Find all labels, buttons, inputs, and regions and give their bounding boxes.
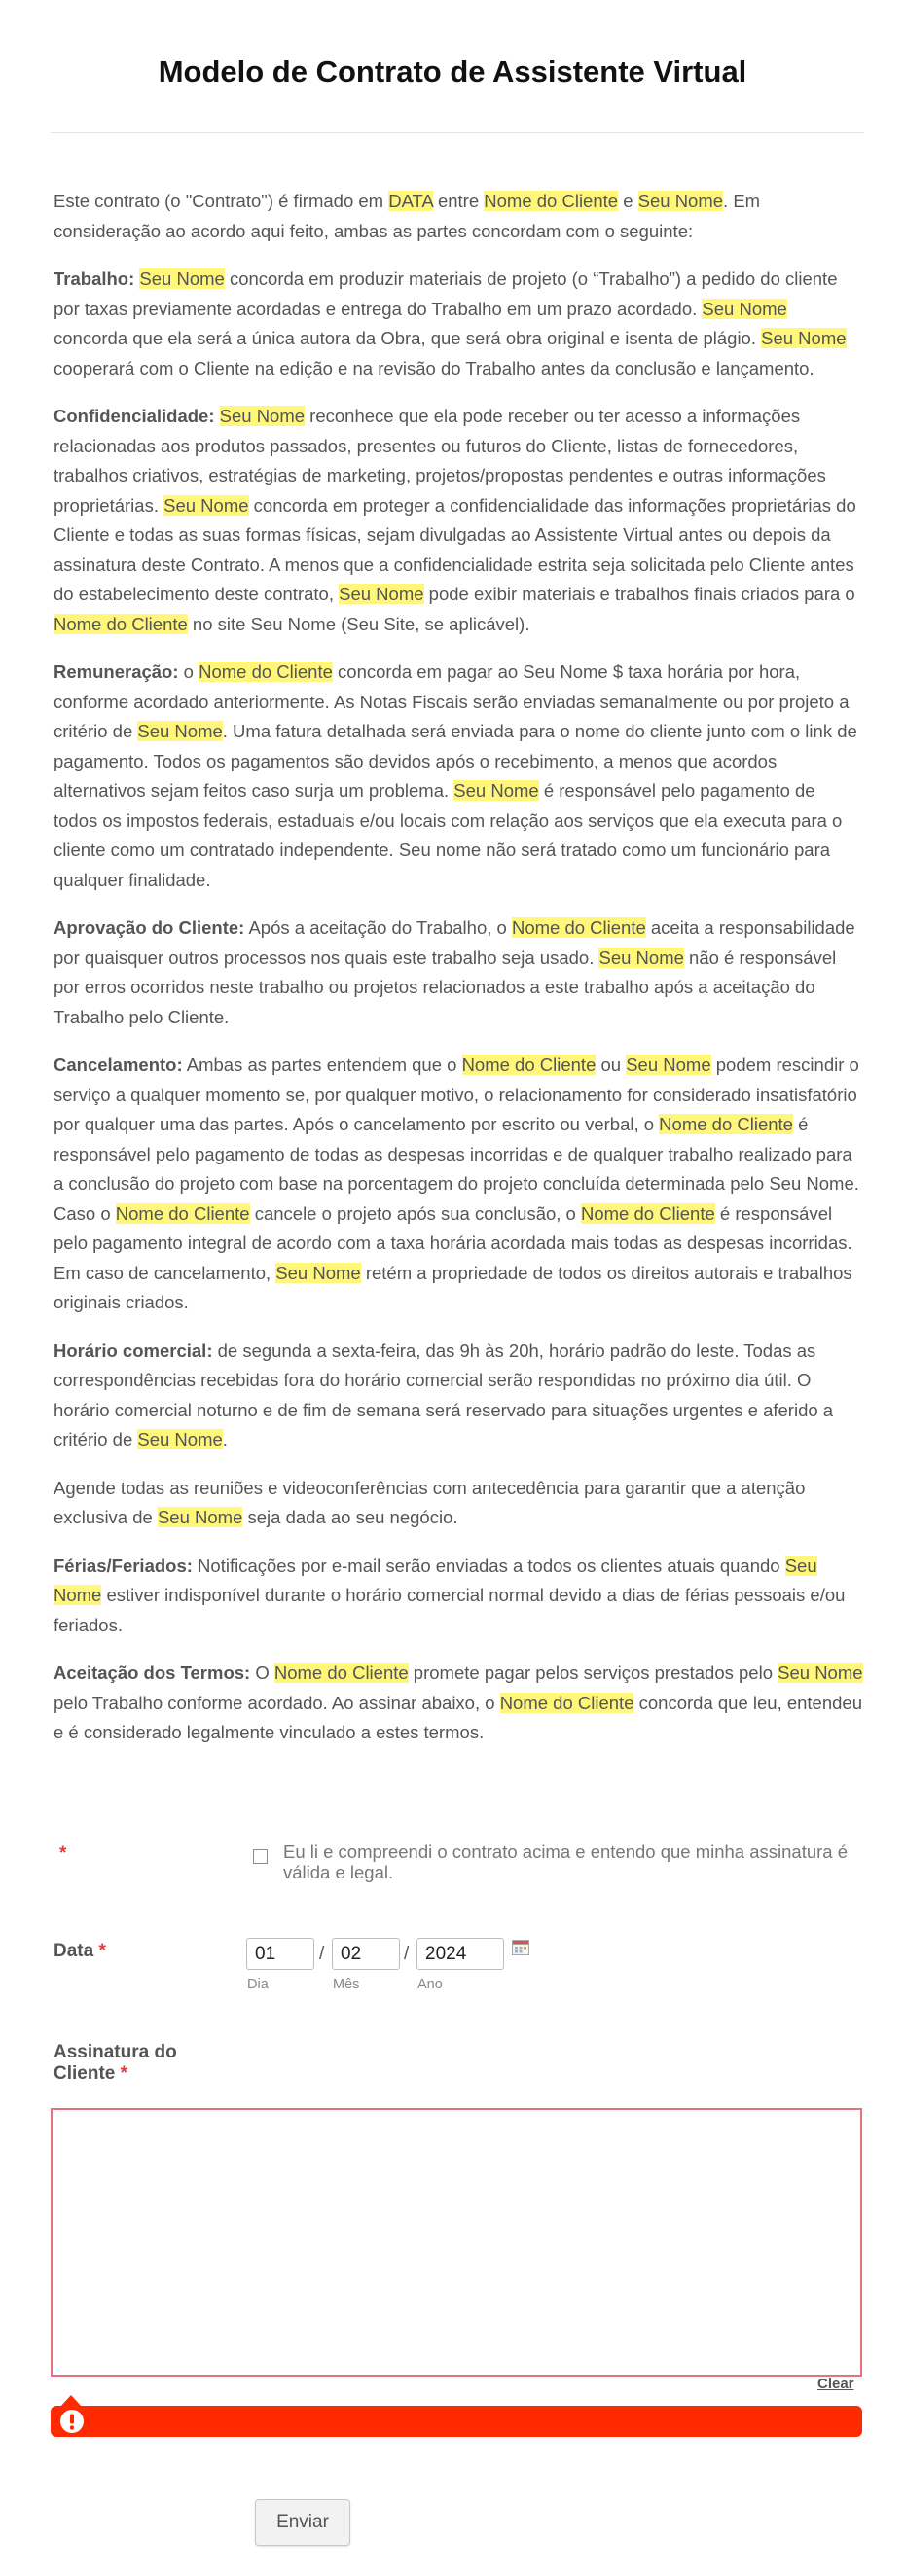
placeholder-highlight: Seu Nome bbox=[137, 721, 223, 741]
clause-label: Aceitação dos Termos: bbox=[54, 1663, 251, 1683]
clause-label: Trabalho: bbox=[54, 268, 135, 289]
date-field-label: Data * bbox=[54, 1941, 106, 1961]
placeholder-highlight: Nome do Cliente bbox=[580, 1202, 715, 1224]
placeholder-highlight: Nome do Cliente bbox=[199, 662, 333, 682]
placeholder-highlight: Seu Nome bbox=[598, 947, 684, 968]
placeholder-highlight: Seu Nome bbox=[453, 780, 539, 801]
signature-pad[interactable] bbox=[51, 2108, 862, 2377]
placeholder-highlight: Seu Nome bbox=[139, 268, 225, 289]
page-title: Modelo de Contrato de Assistente Virtual bbox=[158, 54, 747, 89]
clause-ferias: Férias/Feriados: Notificações por e-mail serão enviadas a todos os clientes atuais quando Seu Nome estiver indisponível durante o horário comercial normal devido a dias de férias pessoais e/ou feriados. bbox=[54, 1555, 846, 1635]
date-year-sublabel: Ano bbox=[417, 1977, 443, 1992]
submit-button[interactable]: Enviar bbox=[255, 2499, 350, 2546]
date-month-sublabel: Mês bbox=[333, 1977, 360, 1992]
agreement-checkbox[interactable] bbox=[253, 1849, 268, 1864]
clause-label: Cancelamento: bbox=[54, 1055, 183, 1075]
required-mark: * bbox=[120, 2063, 128, 2084]
exclamation-icon bbox=[58, 2408, 86, 2435]
clause-label: Aprovação do Cliente: bbox=[54, 917, 245, 938]
placeholder-highlight: Seu Nome bbox=[163, 494, 249, 516]
placeholder-highlight: Seu Nome bbox=[157, 1507, 243, 1527]
clause-remuneracao: Remuneração: o Nome do Cliente concorda em pagar ao Seu Nome $ taxa horária por hora, conforme acordado anteriormente. As Notas Fiscais serão enviadas semanalmente ou por projeto a critério de Seu Nome. Uma fatura detalhada será enviada para o nome do cliente junto com o link de pagamento. Todos os pagamentos são devidos após o recebimento, a menos que acordos alternativos sejam feitos caso surja um problema. Seu Nome é responsável pelo pagamento de todos os impostos federais, estaduais e/ou locais com relação aos serviços que ela executa para o cliente como um contratado independente. Seu nome não será tratado como um funcionário para qualquer finalidade. bbox=[54, 662, 857, 890]
placeholder-highlight: Seu Nome bbox=[339, 584, 424, 604]
placeholder-highlight: Seu Nome bbox=[54, 1555, 817, 1605]
error-message-bar bbox=[51, 2406, 862, 2437]
clause-confidencialidade: Confidencialidade: Seu Nome reconhece que ela pode receber ou ter acesso a informações relacionadas aos produtos passados, presentes ou futuros do Cliente, listas de fornecedores, trabalhos criativos, estratégias de marketing, projetos/propostas pendentes e outras informações proprietárias. Seu Nome concorda em proteger a confidencialidade das informações proprietárias do Cliente e todas as suas formas físicas, sejam divulgadas ao Assistente Virtual antes ou depois da assinatura deste Contrato. A menos que a confidencialidade estrita seja solicitada pelo Cliente antes do estabelecimento deste contrato, Seu Nome pode exibir materiais e trabalhos finais criados para o Nome do Cliente no site Seu Nome (Seu Site, se aplicável). bbox=[54, 406, 856, 634]
date-day-input[interactable]: 01 bbox=[246, 1938, 314, 1970]
clause-trabalho: Trabalho: Seu Nome concorda em produzir materiais de projeto (o “Trabalho”) a pedido do cliente por taxas previamente acordadas e entrega do Trabalho em um prazo acordado. Seu Nome concorda que ela será a única autora da Obra, que será obra original e isenta de plágio. Seu Nome cooperará com o Cliente na edição e na revisão do Trabalho antes da conclusão e lançamento. bbox=[54, 268, 847, 378]
placeholder-highlight: Nome do Cliente bbox=[511, 917, 646, 938]
placeholder-highlight: Nome do Cliente bbox=[273, 1663, 409, 1683]
required-mark: * bbox=[98, 1941, 106, 1961]
clause-cancelamento: Cancelamento: Ambas as partes entendem que o Nome do Cliente ou Seu Nome podem rescindir o serviço a qualquer momento se, por qualquer motivo, o relacionamento for considerado insatisfatório por qualquer uma das partes. Após o cancelamento por escrito ou verbal, o Nome do Cliente é responsável pelo pagamento de todas as despesas incorridas e de qualquer trabalho realizado para a conclusão do projeto com base na porcentagem do projeto concluída determinada pelo Seu Nome. Caso o Nome do Cliente cancele o projeto após sua conclusão, o Nome do Cliente é responsável pelo pagamento integral de acordo com a taxa horária acordada mais todas as despesas incorridas. Em caso de cancelamento, Seu Nome retém a propriedade de todos os direitos autorais e trabalhos originais criados. bbox=[54, 1055, 859, 1312]
date-day-sublabel: Dia bbox=[247, 1977, 269, 1992]
placeholder-highlight: Seu Nome bbox=[626, 1055, 711, 1075]
clause-label: Remuneração: bbox=[54, 662, 179, 682]
placeholder-highlight: Nome do Cliente bbox=[659, 1114, 793, 1134]
placeholder-highlight: Nome do Cliente bbox=[461, 1055, 597, 1075]
placeholder-highlight: DATA bbox=[388, 191, 433, 211]
signature-label: Assinatura do Cliente * bbox=[54, 2042, 177, 2084]
placeholder-highlight: Seu Nome bbox=[219, 406, 306, 426]
placeholder-highlight: Seu Nome bbox=[702, 298, 787, 319]
date-year-input[interactable]: 2024 bbox=[416, 1938, 504, 1970]
clause-aceitacao: Aceitação dos Termos: O Nome do Cliente promete pagar pelos serviços prestados pelo Seu Nome pelo Trabalho conforme acordado. Ao assinar abaixo, o Nome do Cliente concorda que leu, entendeu e é considerado legalmente vinculado a estes termos. bbox=[54, 1663, 863, 1742]
placeholder-highlight: Seu Nome bbox=[778, 1663, 863, 1683]
placeholder-highlight: Nome do Cliente bbox=[499, 1692, 634, 1713]
placeholder-highlight: Nome do Cliente bbox=[54, 613, 188, 634]
placeholder-highlight: Seu Nome bbox=[761, 328, 847, 348]
placeholder-highlight: Seu Nome bbox=[637, 191, 724, 211]
clause-horario: Horário comercial: de segunda a sexta-feira, das 9h às 20h, horário padrão do leste. Todas as correspondências recebidas fora do horário comercial serão respondidas no próximo dia útil. O horário comercial noturno e de fim de semana será reservado para situações urgentes e aferido a critério de Seu Nome. bbox=[54, 1340, 834, 1449]
clause-label: Horário comercial: bbox=[54, 1340, 213, 1361]
date-month-input[interactable]: 02 bbox=[332, 1938, 400, 1970]
placeholder-highlight: Seu Nome bbox=[275, 1262, 361, 1283]
placeholder-highlight: Nome do Cliente bbox=[115, 1202, 250, 1224]
contract-text bbox=[54, 187, 863, 1767]
date-separator: / bbox=[319, 1944, 325, 1964]
agreement-checkbox-label[interactable]: Eu li e compreendi o contrato acima e entendo que minha assinatura é válida e legal. bbox=[283, 1842, 849, 1882]
placeholder-highlight: Seu Nome bbox=[137, 1429, 223, 1449]
date-separator: / bbox=[404, 1944, 410, 1964]
clause-label: Férias/Feriados: bbox=[54, 1555, 193, 1576]
calendar-icon[interactable] bbox=[512, 1939, 529, 1955]
clause-label: Confidencialidade: bbox=[54, 406, 215, 426]
clear-signature-link[interactable]: Clear bbox=[817, 2376, 854, 2392]
title-divider bbox=[51, 132, 864, 133]
agreement-required-mark: * bbox=[59, 1843, 67, 1864]
clause-agende: Agende todas as reuniões e videoconferências com antecedência para garantir que a atenção exclusiva de Seu Nome seja dada ao seu negócio. bbox=[54, 1477, 806, 1527]
contract-intro: Este contrato (o "Contrato") é firmado em DATA entre Nome do Cliente e Seu Nome. Em consideração ao acordo aqui feito, ambas as partes concordam com o seguinte: bbox=[54, 191, 761, 241]
placeholder-highlight: Nome do Cliente bbox=[484, 191, 619, 211]
clause-aprovacao: Aprovação do Cliente: Após a aceitação do Trabalho, o Nome do Cliente aceita a responsabilidade por quaisquer outros processos nos quais este trabalho seja usado. Seu Nome não é responsável por erros ocorridos neste trabalho ou projetos relacionados a este trabalho após a aceitação do Trabalho pelo Cliente. bbox=[54, 917, 855, 1027]
